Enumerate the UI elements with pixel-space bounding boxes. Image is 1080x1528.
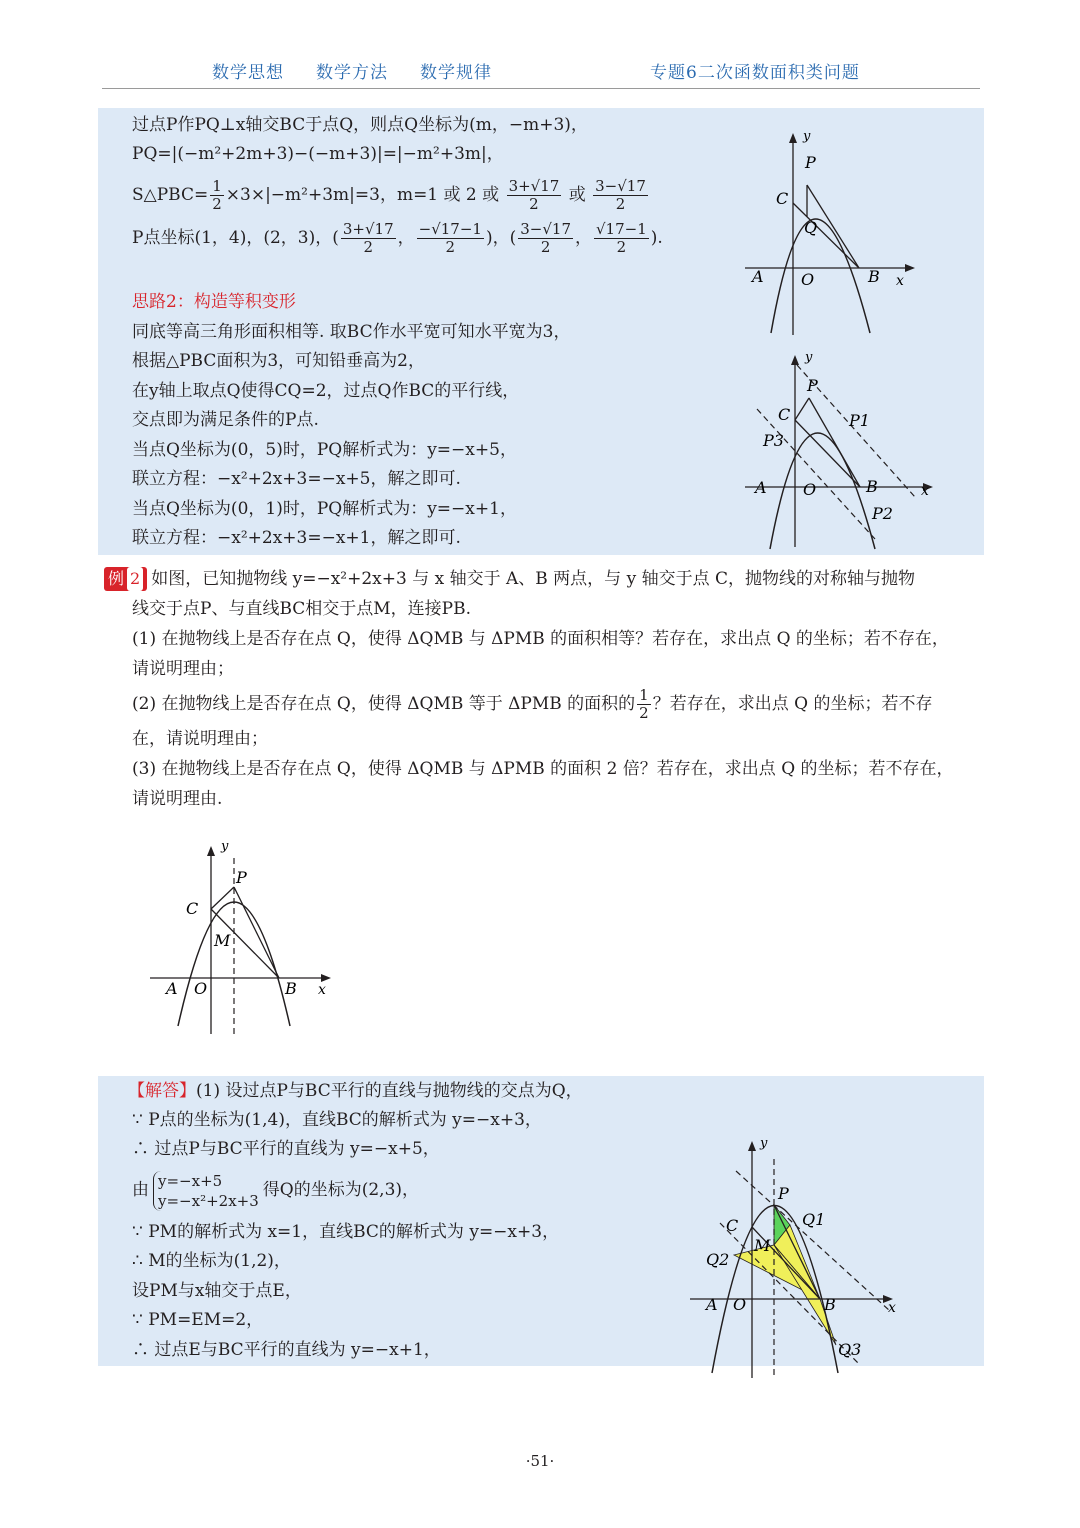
system-prefix: 由 — [132, 1180, 149, 1200]
box1-line3 — [132, 175, 650, 215]
question-3-line2: 请说明理由. — [132, 789, 223, 809]
frac-num: √17−1 — [596, 220, 647, 238]
answer-line1-text: (1) 设过点P与BC平行的直线与抛物线的交点为Q， — [196, 1081, 583, 1101]
fig1-y-label: y — [803, 129, 811, 144]
figure-answer-areas — [690, 1133, 920, 1383]
fig3-label-p: P — [236, 868, 247, 887]
fig4-label-b: B — [824, 1295, 836, 1314]
frac-num: 1 — [212, 177, 222, 195]
box1-line2: PQ=|(−m²+2m+3)−(−m+3)|=|−m²+3m|， — [132, 144, 504, 164]
page-number: ·51· — [525, 1452, 555, 1470]
frac-den: 2 — [212, 195, 222, 213]
fig2-label-p2: P2 — [872, 504, 893, 523]
question-1-line1: (1) 在抛物线上是否存在点 Q，使得 ΔQMB 与 ΔPMB 的面积相等？若存在，求出点 Q 的坐标；若不存在， — [132, 629, 949, 649]
fig2-label-a: A — [755, 478, 767, 497]
box1-line4 — [132, 218, 663, 258]
fig3-label-b: B — [285, 979, 297, 998]
idea2-line3: 在y轴上取点Q使得CQ=2，过点Q作BC的平行线， — [132, 381, 520, 401]
equation-system — [153, 1171, 259, 1211]
fig3-label-a: A — [166, 979, 178, 998]
frac-den: 2 — [540, 238, 551, 256]
header-tag-thought: 数学思想 — [212, 63, 284, 83]
page-header — [102, 58, 980, 89]
fig1-label-q: Q — [804, 218, 818, 237]
frac-num: 3−√17 — [520, 220, 571, 238]
idea2-line5: 当点Q坐标为(0，5)时，PQ解析式为：y=−x+5， — [132, 440, 517, 460]
fig3-x-label: x — [318, 982, 326, 998]
answer-line3: ∴ 过点P与BC平行的直线为 y=−x+5， — [132, 1139, 440, 1159]
area-expression: S△PBC= — [132, 185, 209, 205]
frac-den: 2 — [529, 195, 539, 213]
fig1-x-label: x — [896, 273, 904, 289]
fig3-label-c: C — [186, 899, 199, 918]
fig1-label-p: P — [805, 153, 816, 172]
fraction-py1 — [417, 221, 484, 256]
comma: ， — [397, 228, 415, 248]
fig4-label-p: P — [778, 1184, 789, 1203]
fig2-label-o: O — [803, 480, 817, 499]
header-tag-method: 数学方法 — [316, 63, 388, 83]
answer-line6: ∴ M的坐标为(1,2)， — [132, 1251, 291, 1271]
frac-num: 3+√17 — [342, 220, 394, 238]
fraction-one-half — [637, 687, 651, 722]
fig4-y-label: y — [760, 1136, 768, 1151]
idea2-line4: 交点即为满足条件的P点. — [132, 410, 319, 430]
fig4-label-q3: Q3 — [838, 1340, 862, 1359]
example-badge — [104, 567, 147, 591]
fig3-label-o: O — [194, 979, 208, 998]
system-eq1: y=−x+5 — [158, 1171, 223, 1190]
frac-num: 3+√17 — [508, 177, 560, 195]
question-3-line1: (3) 在抛物线上是否存在点 Q，使得 ΔQMB 与 ΔPMB 的面积 2 倍？若存在，求出点 Q 的坐标；若不存在， — [132, 759, 954, 779]
fraction-px2 — [518, 221, 573, 256]
answer-line8: ∵ PM=EM=2， — [132, 1310, 264, 1330]
frac-den: 2 — [363, 238, 374, 256]
fig2-label-p: P — [807, 376, 818, 395]
fraction-root-2 — [593, 178, 648, 213]
header-tag-rule: 数学规律 — [420, 63, 492, 83]
frac-num: 1 — [639, 686, 649, 704]
fig2-label-p1: P1 — [849, 411, 870, 430]
frac-den: 2 — [616, 238, 627, 256]
fig3-label-m: M — [214, 931, 231, 950]
fraction-py2 — [594, 221, 649, 256]
fig1-label-b: B — [868, 267, 880, 286]
idea2-line8: 联立方程：−x²+2x+3=−x+1，解之即可. — [132, 528, 461, 548]
frac-den: 2 — [615, 195, 626, 213]
fig2-y-label: y — [805, 350, 813, 365]
fraction-px1 — [341, 221, 396, 256]
q2-text-before: (2) 在抛物线上是否存在点 Q，使得 ΔQMB 等于 ΔPMB 的面积的 — [132, 694, 636, 714]
question-1-line2: 请说明理由； — [132, 659, 234, 679]
answer-line9: ∴ 过点E与BC平行的直线为 y=−x+1， — [132, 1340, 441, 1360]
fig1-label-c: C — [776, 189, 789, 208]
fig4-label-q2: Q2 — [706, 1250, 730, 1269]
answer-line4-system — [132, 1168, 419, 1212]
example-intro-text: 如图，已知抛物线 y=−x²+2x+3 与 x 轴交于 A、B 两点，与 y 轴交于点 C，抛物线的对称轴与抛物 — [151, 569, 916, 589]
fig2-label-b: B — [866, 477, 878, 496]
fig3-y-label: y — [221, 839, 229, 854]
p-coords-prefix: P点坐标(1，4)，(2，3)，( — [132, 228, 339, 248]
p-coords-end: ). — [650, 228, 663, 248]
example-badge-word: 例 — [108, 569, 125, 588]
idea2-title: 思路2：构造等积变形 — [132, 292, 296, 312]
question-2-line1 — [132, 684, 932, 724]
idea2-line1: 同底等高三角形面积相等. 取BC作水平宽可知水平宽为3， — [132, 322, 571, 342]
fig4-label-a: A — [706, 1295, 718, 1314]
box1-line1: 过点P作PQ⊥x轴交BC于点Q，则点Q坐标为(m，−m+3)， — [132, 115, 588, 135]
fig4-label-o: O — [733, 1295, 747, 1314]
fig2-label-c: C — [778, 405, 791, 424]
fig4-label-m: M — [754, 1236, 771, 1255]
fig2-label-p3: P3 — [763, 431, 784, 450]
example-badge-number: 2 — [127, 567, 143, 591]
example-2-intro-line2: 线交于点P、与直线BC相交于点M，连接PB. — [132, 599, 471, 619]
fig4-x-label: x — [888, 1300, 896, 1316]
comma: ， — [575, 228, 592, 248]
answer-line2: ∵ P点的坐标为(1,4)，直线BC的解析式为 y=−x+3， — [132, 1110, 542, 1130]
idea2-line7: 当点Q坐标为(0，1)时，PQ解析式为：y=−x+1， — [132, 499, 517, 519]
example-2-intro-line1 — [104, 567, 915, 591]
fig1-label-a: A — [752, 267, 764, 286]
answer-line5: ∵ PM的解析式为 x=1，直线BC的解析式为 y=−x+3， — [132, 1222, 560, 1242]
frac-num: 3−√17 — [595, 177, 646, 195]
system-eq2: y=−x²+2x+3 — [158, 1191, 259, 1210]
fig2-x-label: x — [921, 483, 929, 499]
fraction-half — [210, 178, 224, 213]
figure-parabola-pq — [745, 125, 925, 340]
idea2-line6: 联立方程：−x²+2x+3=−x+5，解之即可. — [132, 469, 461, 489]
or-word: 或 — [568, 185, 586, 205]
frac-num: −√17−1 — [418, 220, 482, 238]
figure-parallel-lines — [745, 347, 940, 552]
idea2-line2: 根据△PBC面积为3，可知铅垂高为2， — [132, 351, 425, 371]
q2-text-after: ？若存在，求出点 Q 的坐标；若不存 — [652, 694, 933, 714]
area-calc: ×3×|−m²+3m|=3，m=1 或 2 或 — [225, 185, 500, 205]
fig1-label-o: O — [801, 270, 815, 289]
answer-line1 — [128, 1080, 583, 1102]
frac-den: 2 — [445, 238, 456, 256]
fig4-label-c: C — [726, 1216, 739, 1235]
figure-example-parabola — [148, 838, 343, 1038]
system-result: 得Q的坐标为(2,3)， — [262, 1180, 420, 1200]
question-2-line2: 在，请说明理由； — [132, 729, 268, 749]
fig4-label-q1: Q1 — [802, 1210, 826, 1229]
header-topic-title: 专题6二次函数面积类问题 — [650, 63, 860, 83]
frac-den: 2 — [639, 704, 649, 722]
answer-tag: 【解答】 — [128, 1081, 196, 1101]
answer-line7: 设PM与x轴交于点E， — [132, 1281, 302, 1301]
fraction-root-1 — [507, 178, 562, 213]
p-coords-mid: )，( — [485, 228, 517, 248]
